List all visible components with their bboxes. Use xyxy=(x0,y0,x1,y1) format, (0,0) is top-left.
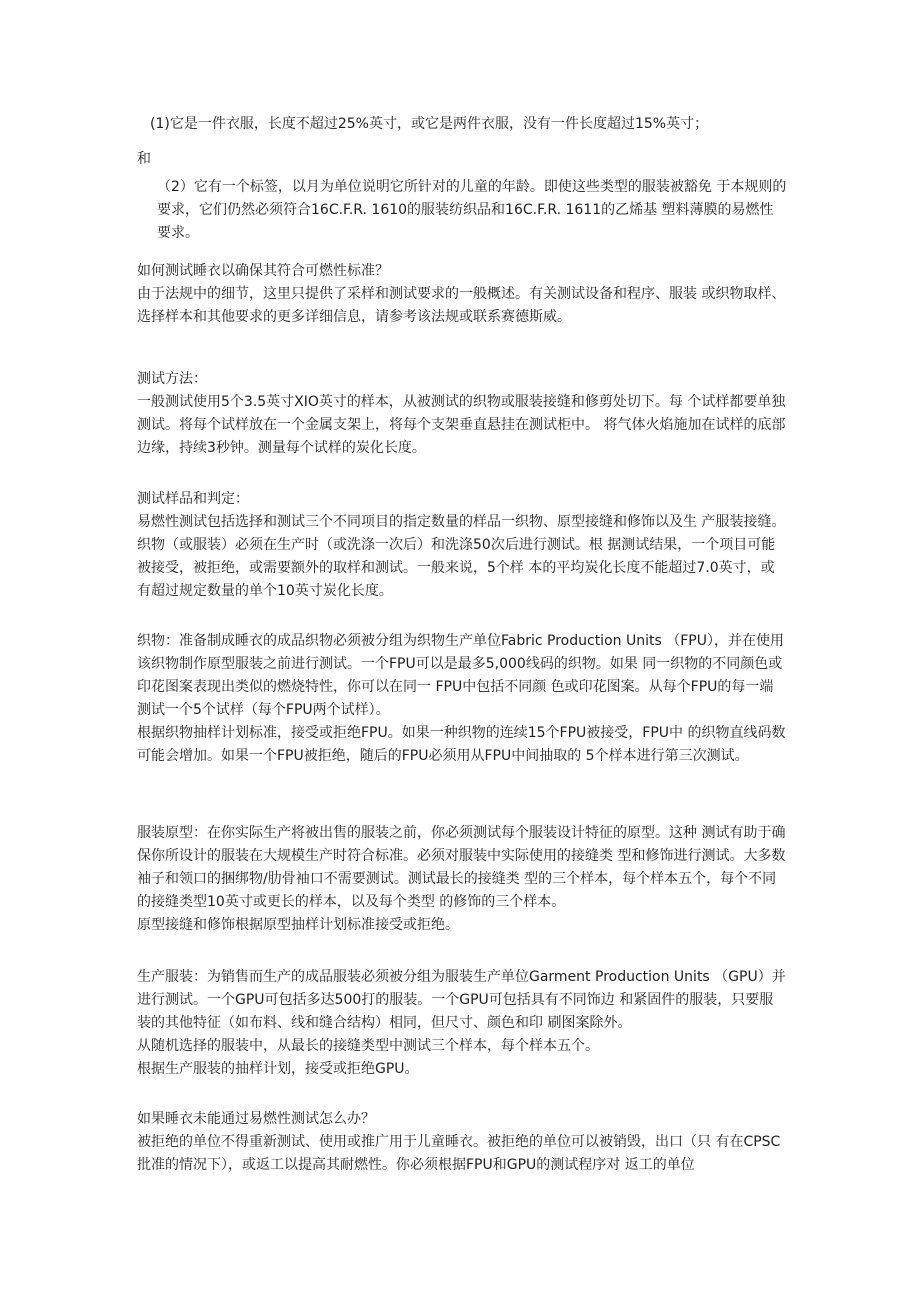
paragraph: 根据生产服装的抽样计划，接受或拒绝GPU。 xyxy=(137,1061,419,1077)
section-heading: 测试样品和判定： xyxy=(137,491,249,507)
paragraph: 服装原型：在你实际生产将被出售的服装之前，你必须测试每个服装设计特征的原型。这种 测试有助于确保你所设计的服装在大规模生产时符合标准。必须对服装中实际使用的接缝类 型和修饰进行测试。大多数袖子和领口的捆绑物/肋骨袖口不需要测试。测试最长的接缝类 型的三个样本，每个样本五个，每个不同的接缝类型10英寸或更长的样本，以及每个类型 的修饰的三个样本。 xyxy=(137,825,786,910)
paragraph: 被拒绝的单位不得重新测试、使用或推广用于儿童睡衣。被拒绝的单位可以被销毁，出口（只 有在CPSC批准的情况下），或返工以提高其耐燃性。你必须根据FPU和GPU的测试程序对 返工的单位 xyxy=(137,1134,781,1173)
requirement-item-1 xyxy=(150,113,790,136)
conjunction xyxy=(137,148,787,171)
paragraph: 生产服装：为销售而生产的成品服装必须被分组为服装生产单位Garment Production Units （GPU）并进行测试。一个GPU可包括多达500打的服装。一个GPU可包括具有不同饰边 和紧固件的服装，只要服装的其他特征（如布料、线和缝合结构）相同，但尺寸、颜色和印 刷图案除外。 xyxy=(137,969,786,1031)
paragraph: 由于法规中的细节，这里只提供了采样和测试要求的一般概述。有关测试设备和程序、服装 或织物取样、选择样本和其他要求的更多详细信息，请参考该法规或联系赛德斯威。 xyxy=(137,286,786,325)
paragraph: 根据织物抽样计划标准，接受或拒绝FPU。如果一种织物的连续15个FPU被接受，FPU中 的织物直线码数可能会增加。如果一个FPU被拒绝，随后的FPU必须用从FPU中间抽取的 5个样本进行第三次测试。 xyxy=(137,725,786,764)
section-failed-test xyxy=(137,1108,787,1177)
requirement-item-1-text: (1)它是一件衣服，长度不超过25%英寸，或它是两件衣服，没有一件长度超过15%英寸； xyxy=(150,116,709,132)
section-heading: 如何测试睡衣以确保其符合可燃性标准？ xyxy=(137,263,389,279)
requirement-item-2-text: （2）它有一个标签，以月为单位说明它所针对的儿童的年龄。即使这些类型的服装被豁免 于本规则的要求，它们仍然必须符合16C.F.R. 1610的服装纺织品和16C.F.R. 1611的乙烯基 塑料薄膜的易燃性要求。 xyxy=(157,179,787,241)
paragraph: 从随机选择的服装中，从最长的接缝类型中测试三个样本，每个样本五个。 xyxy=(137,1038,599,1054)
section-heading: 测试方法： xyxy=(137,371,207,387)
section-test-samples xyxy=(137,488,787,603)
section-heading: 如果睡衣未能通过易燃性测试怎么办？ xyxy=(137,1111,375,1127)
section-how-to-test xyxy=(137,260,787,329)
section-production-garments xyxy=(137,966,787,1081)
section-fabric xyxy=(137,630,787,768)
paragraph: 织物：准备制成睡衣的成品织物必须被分组为织物生产单位Fabric Production Units （FPU），并在使用该织物制作原型服装之前进行测试。一个FPU可以是最多5,000线码的织物。如果 同一织物的不同颜色或印花图案表现出类似的燃烧特性，你可以在同一 FPU中包括不同颜 色或印花图案。从每个FPU的每一端测试一个5个试样（每个FPU两个试样）。 xyxy=(137,633,784,718)
paragraph: 一般测试使用5个3.5英寸XIO英寸的样本，从被测试的织物或服装接缝和修剪处切下。每 个试样都要单独测试。将每个试样放在一个金属支架上，将每个支架垂直悬挂在测试柜中。 将气体火焰施加在试样的底部边缘，持续3秒钟。测量每个试样的炭化长度。 xyxy=(137,394,786,456)
section-garment-prototype xyxy=(137,822,787,937)
paragraph: 原型接缝和修饰根据原型抽样计划标准接受或拒绝。 xyxy=(137,917,459,933)
requirement-item-2 xyxy=(137,176,787,245)
conjunction-text: 和 xyxy=(137,151,151,167)
section-test-method xyxy=(137,368,787,460)
paragraph: 易燃性测试包括选择和测试三个不同项目的指定数量的样品一织物、原型接缝和修饰以及生 产服装接缝。织物（或服装）必须在生产时（或洗涤一次后）和洗涤50次后进行测试。根 据测试结果，一个项目可能被接受，被拒绝，或需要额外的取样和测试。一般来说，5个样 本的平均炭化长度不能超过7.0英寸，或有超过规定数量的单个10英寸炭化长度。 xyxy=(137,514,786,599)
